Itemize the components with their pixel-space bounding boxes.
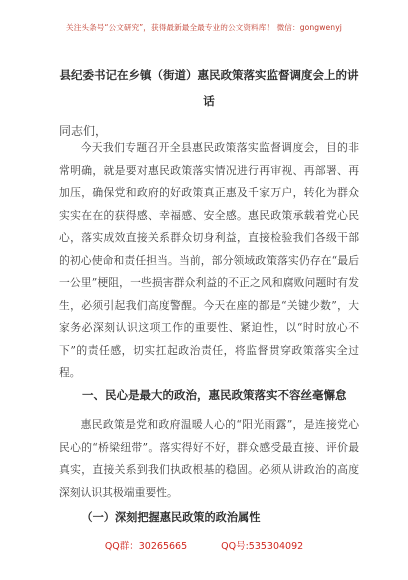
section-heading: 一、民心是最大的政治，惠民政策落实不容丝毫懈怠 <box>82 388 347 402</box>
promo-notice: 关注头条号“公文研究”，获得最新最全最专业的公文资料库！ 微信：gongwenyj <box>66 23 342 32</box>
contact-footer <box>0 538 408 552</box>
paragraph: 今天我们专题召开全县惠民政策落实监督调度会，目的非常明确，就是要对惠民政策落实情况进行再审视、再部署、再加压，确保党和政府的好政策真正惠及千家万户，转化为群众实实在在的获得感、幸福感、安全感。惠民政策承载着党心民心，落实成效直接关系群众切身利益，直接检验我们各级干部的初心使命和责任担当。当前，部分领域政策落实仍存在“最后一公里”梗阻，一些损害群众利益的不正之风和腐败问题时有发生，必须引起我们高度警醒。今天在座的都是“关键少数”，大家务必深刻认识这项工作的重要性、紧迫性，以“时时放心不下”的责任感，切实扛起政治责任，将监督贯穿政策落实全过程。 <box>59 141 359 379</box>
subsection-heading: （一）深刻把握惠民政策的政治属性 <box>81 511 261 524</box>
document-title: 县纪委书记在乡镇（街道）惠民政策落实监督调度会上的讲话 <box>59 68 359 108</box>
salutation: 同志们， <box>59 124 108 138</box>
qq-group-text: QQ群：30265665 <box>104 541 188 552</box>
promo-header <box>0 0 408 30</box>
paragraph: 惠民政策是党和政府温暖人心的“阳光雨露”，是连接党心民心的“桥梁纽带”。落实得好不好，群众感受最直接、评价最真实，直接关系到我们执政根基的稳固。必须从讲政治的高度深刻认识其极端重要性。 <box>59 418 359 499</box>
qq-number-text: QQ号:535304092 <box>221 541 304 552</box>
